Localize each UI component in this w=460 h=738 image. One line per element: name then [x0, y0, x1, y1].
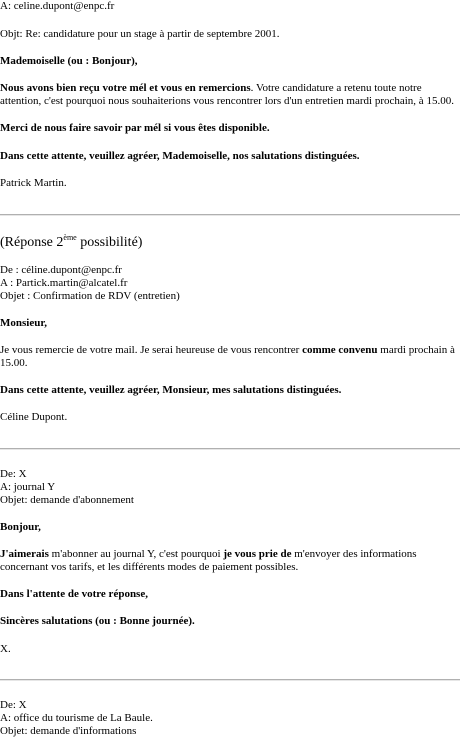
email2-greeting	[0, 317, 47, 330]
email4-to-line: A: office du tourisme de La Baule.	[0, 712, 153, 724]
email3-para1-text-2: m'envoyer des informations concernant vos tarifs, et les différents modes de paiement possibles.	[0, 548, 417, 573]
email3-para1-bold-1: J'aimerais	[0, 548, 49, 560]
email1-para1-text: . Votre candidature a retenu toute notre attention, c'est pourquoi nous souhaiterions vous rencontrer lors d'un entretien mardi prochain, à 15.00.	[0, 82, 454, 107]
email2-paragraph-1	[0, 344, 455, 370]
email3-to-line: A: journal Y	[0, 481, 56, 493]
email3-signature: X.	[0, 643, 11, 655]
email3-greeting-text: Bonjour,	[0, 521, 41, 533]
email2-signature: Céline Dupont.	[0, 411, 68, 423]
email3-closing-2-text: Sincères salutations (ou : Bonne journée).	[0, 615, 195, 627]
email2-to-line: A : Partick.martin@alcatel.fr	[0, 277, 128, 289]
email2-from-line: De : céline.dupont@enpc.fr	[0, 264, 122, 276]
email1-paragraph-1	[0, 82, 455, 108]
email3-closing-2	[0, 615, 195, 628]
email1-greeting	[0, 55, 137, 68]
email3-closing-1	[0, 588, 148, 601]
email1-closing	[0, 150, 360, 163]
email2-heading-suffix: possibilité)	[76, 235, 143, 250]
separator-rule-1	[0, 214, 460, 216]
email2-heading-prefix: (Réponse 2	[0, 235, 64, 250]
email2-para1-start: Je vous remercie de votre mail. Je serai heureuse de vous rencontrer	[0, 344, 303, 356]
email2-heading	[0, 235, 142, 251]
separator-rule-2	[0, 448, 460, 450]
email1-to-line: A: celine.dupont@enpc.fr	[0, 0, 115, 12]
email2-para1-end: mardi prochain à 15.00.	[0, 344, 455, 369]
email2-para1-bold: comme convenu	[302, 344, 378, 356]
email2-subject-line: Objet : Confirmation de RDV (entretien)	[0, 290, 180, 302]
email3-closing-1-text: Dans l'attente de votre réponse,	[0, 588, 148, 600]
email4-from-line: De: X	[0, 699, 27, 711]
email1-greeting-text: Mademoiselle (ou : Bonjour),	[0, 55, 138, 67]
email1-subject-line: Objt: Re: candidature pour un stage à partir de septembre 2001.	[0, 28, 280, 40]
email2-heading-sup: ème	[63, 233, 77, 242]
separator-rule-3	[0, 679, 460, 681]
email1-signature: Patrick Martin.	[0, 177, 67, 189]
email3-paragraph-1	[0, 548, 455, 574]
email1-para2-text: Merci de nous faire savoir par mél si vous êtes disponible.	[0, 122, 270, 134]
email3-from-line: De: X	[0, 468, 27, 480]
email1-para1-bold: Nous avons bien reçu votre mél et vous en remercions	[0, 82, 251, 94]
email2-greeting-text: Monsieur,	[0, 317, 47, 329]
email2-closing-text: Dans cette attente, veuillez agréer, Monsieur, mes salutations distinguées.	[0, 384, 342, 396]
email2-closing	[0, 384, 341, 397]
email3-subject-line: Objet: demande d'abonnement	[0, 494, 134, 506]
email1-paragraph-2	[0, 122, 270, 135]
email1-closing-text: Dans cette attente, veuillez agréer, Mademoiselle, nos salutations distinguées.	[0, 150, 360, 162]
email3-greeting	[0, 521, 41, 534]
email3-para1-text-1: m'abonner au journal Y, c'est pourquoi	[48, 548, 224, 560]
email3-para1-bold-2: je vous prie de	[223, 548, 292, 560]
email4-subject-line: Objet: demande d'informations	[0, 725, 137, 737]
